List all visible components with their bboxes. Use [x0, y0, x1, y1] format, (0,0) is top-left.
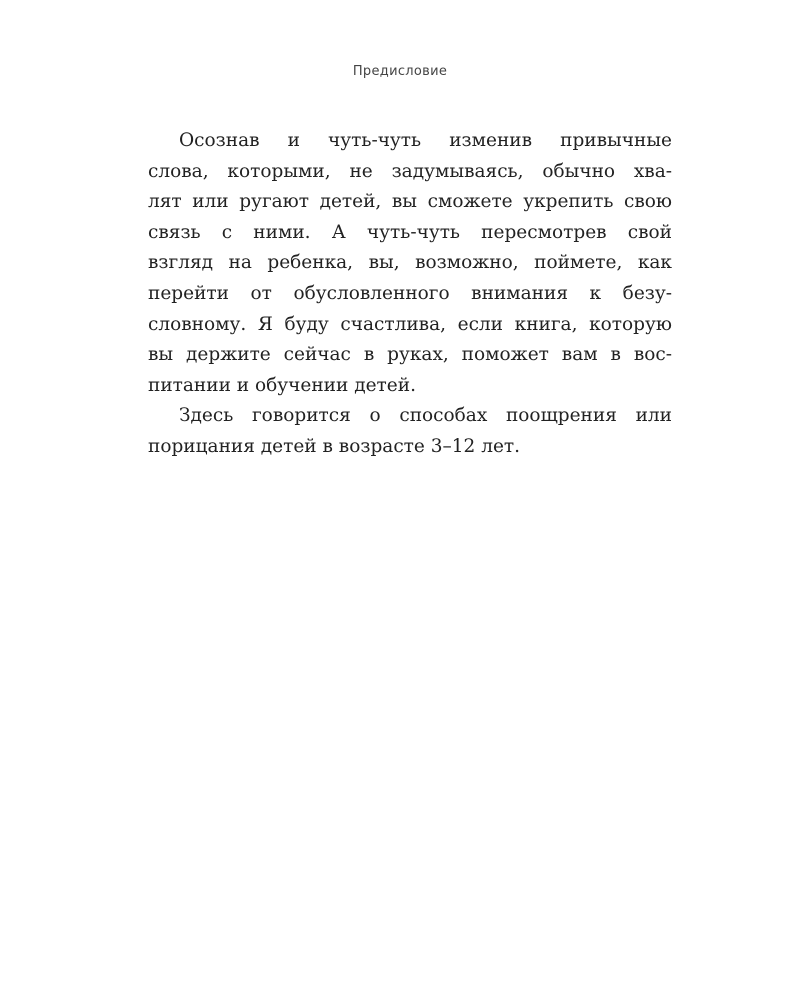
text-line: перейти от обусловленного внимания к безу- [148, 282, 672, 304]
running-head-title: Предисловие [352, 64, 448, 79]
paragraph-2 [148, 401, 672, 462]
text-line: слова, которыми, не задумываясь, обычно хва- [148, 160, 672, 182]
text-line: питании и обучении детей. [148, 374, 416, 396]
text-line: взгляд на ребенка, вы, возможно, поймете, как [148, 252, 672, 274]
text-line: вы держите сейчас в руках, поможет вам в вос- [148, 344, 672, 366]
text-line: лят или ругают детей, вы сможете укрепить свою [148, 191, 672, 213]
body-text [148, 126, 672, 463]
text-line: словному. Я буду счастлива, если книга, которую [148, 313, 672, 335]
text-line: Здесь говорится о способах поощрения или [179, 405, 672, 427]
paragraph-1 [148, 126, 672, 401]
text-line: порицания детей в возрасте 3–12 лет. [148, 435, 521, 457]
text-line: Осознав и чуть-чуть изменив привычные [179, 130, 672, 151]
text-line: связь с ними. А чуть-чуть пересмотрев свой [148, 221, 672, 243]
